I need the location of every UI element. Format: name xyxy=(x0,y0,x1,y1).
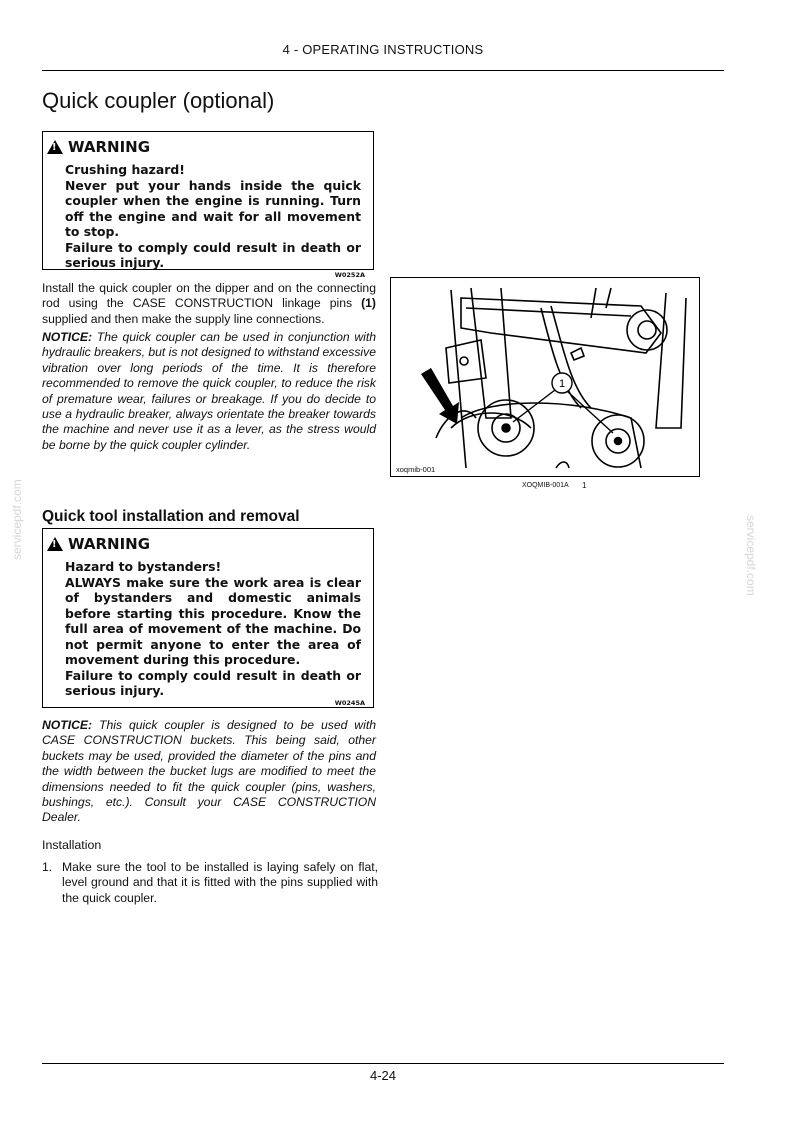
notice-text: This quick coupler is designed to be used with CASE CONSTRUCTION buckets. This being said, other buckets may be used, provided the diameter of the pins and the width between the bucket lugs are modified to meet the dimensions needed to fit the quick coupler (pins, washers, bushings, etc.). Consult your CASE CONSTRUCTION Dealer. xyxy=(42,718,376,825)
page-number: 4-24 xyxy=(369,1068,397,1083)
warning-code: W0252A xyxy=(334,270,365,279)
footer-rule xyxy=(42,1063,724,1064)
notice-buckets xyxy=(42,718,376,826)
step-number: 1. xyxy=(42,860,53,874)
warning-line: ALWAYS make sure the work area is clear of bystanders and domestic animals before starting this procedure. Know the full area of movement of the machine. Do not permit anyone to enter the area of movement during this procedure. xyxy=(65,574,361,667)
warning-line: Never put your hands inside the quick coupler when the engine is running. Turn off the engine and wait for all movement to stop. xyxy=(65,177,361,239)
warning-box-crushing xyxy=(42,131,374,279)
warning-line: Failure to comply could result in death or serious injury. xyxy=(65,239,361,270)
warning-line: Failure to comply could result in death or serious injury. xyxy=(65,667,361,698)
install-paragraph xyxy=(42,281,376,327)
installation-label: Installation xyxy=(42,838,102,852)
figure-number: 1 xyxy=(582,481,587,490)
warning-heading xyxy=(47,138,373,156)
warning-text xyxy=(65,559,361,699)
list-item xyxy=(42,860,378,906)
notice-label: NOTICE: xyxy=(42,330,93,344)
warning-triangle-icon xyxy=(47,140,63,154)
install-text-after: supplied and then make the supply line connections. xyxy=(42,311,325,326)
quick-coupler-illustration xyxy=(391,278,700,477)
notice-label: NOTICE: xyxy=(42,718,93,732)
header-rule xyxy=(42,70,724,71)
figure-callout-label: 1 xyxy=(558,378,566,390)
step-text: Make sure the tool to be installed is laying safely on flat, level ground and that it is fitted with the pins supplied with the quick coupler. xyxy=(62,860,378,905)
warning-code: W0245A xyxy=(334,698,365,707)
notice-breaker xyxy=(42,330,376,453)
warning-label: WARNING xyxy=(68,535,151,553)
section-title: Quick coupler (optional) xyxy=(42,88,275,113)
warning-text xyxy=(65,162,361,271)
warning-label: WARNING xyxy=(68,138,151,156)
figure-quick-coupler xyxy=(390,277,700,477)
warning-line: Hazard to bystanders! xyxy=(65,559,222,574)
watermark-right: servicepdf.com xyxy=(744,515,758,596)
warning-heading xyxy=(47,535,373,553)
header-title: 4 - OPERATING INSTRUCTIONS xyxy=(282,42,484,57)
warning-line: Crushing hazard! xyxy=(65,162,185,177)
subsection-title: Quick tool installation and removal xyxy=(42,508,300,525)
figure-inner-code: xoqmib-001 xyxy=(396,465,436,474)
install-text-before: Install the quick coupler on the dipper and on the connecting rod using the CASE CONSTRUCTION linkage pins xyxy=(42,281,376,311)
warning-box-bystanders xyxy=(42,528,374,708)
warning-triangle-icon xyxy=(47,537,63,551)
figure-caption: XOQMIB-001A xyxy=(522,482,569,489)
notice-text: The quick coupler can be used in conjunction with hydraulic breakers, but is not designed to withstand excessive vibration over long periods of the time. It is therefore recommended to remove the quick coupler, to reduce the risk of premature wear, failures or breakage. If you do decide to use a hydraulic breaker, always orientate the breaker towards the machine and never use it as a lever, as the stress would be borne by the quick coupler cylinder. xyxy=(42,330,376,452)
watermark-left: servicepdf.com xyxy=(10,479,24,560)
install-text-ref: (1) xyxy=(361,296,376,311)
